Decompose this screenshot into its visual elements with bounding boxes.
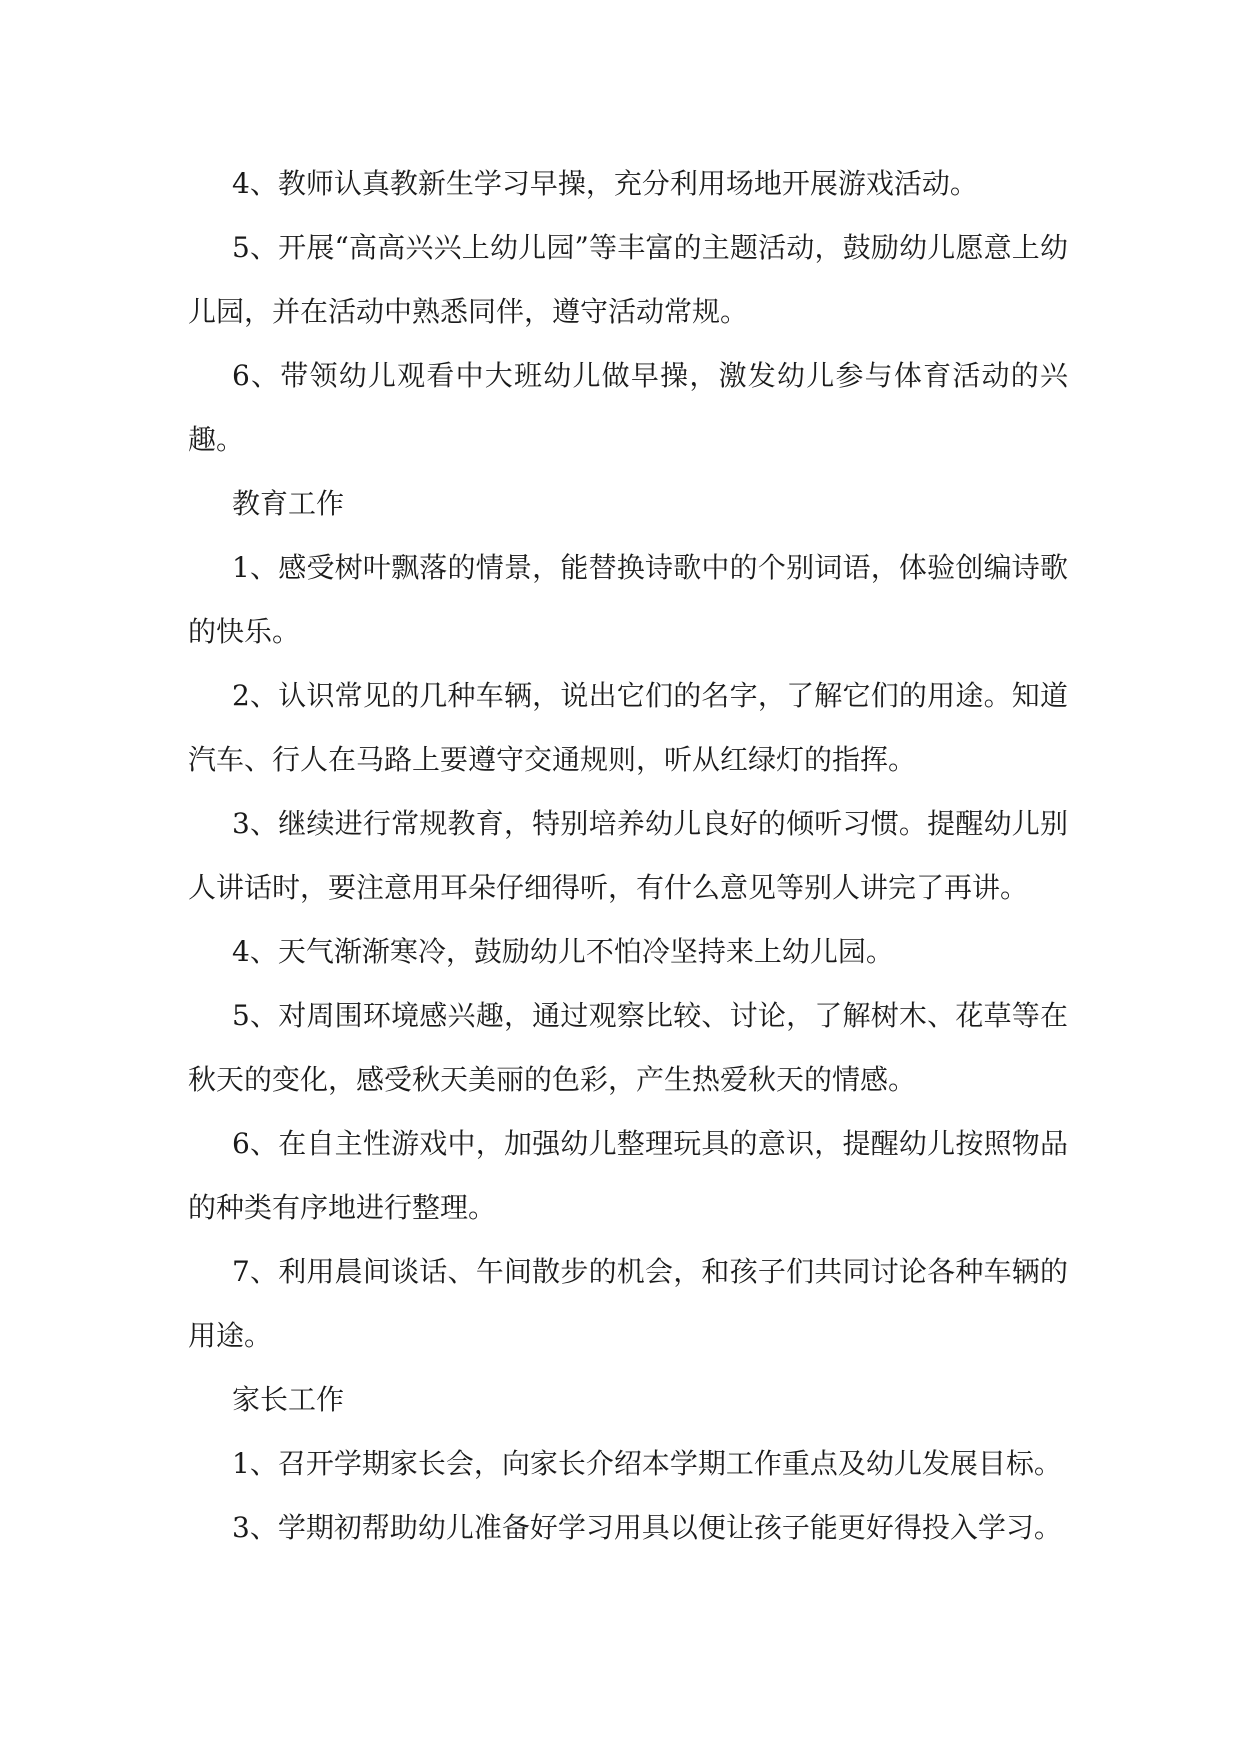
paragraph-item: 1、感受树叶飘落的情景，能替换诗歌中的个别词语，体验创编诗歌的快乐。 <box>188 551 1068 648</box>
paragraph-item: 4、教师认真教新生学习早操，充分利用场地开展游戏活动。 <box>232 167 978 200</box>
paragraph-item: 1、召开学期家长会，向家长介绍本学期工作重点及幼儿发展目标。 <box>232 1447 1062 1480</box>
paragraph-item: 4、天气渐渐寒冷，鼓励幼儿不怕冷坚持来上幼儿园。 <box>232 935 894 968</box>
paragraph-item: 7、利用晨间谈话、午间散步的机会，和孩子们共同讨论各种车辆的用途。 <box>188 1255 1068 1352</box>
paragraph-item: 3、学期初帮助幼儿准备好学习用具以便让孩子能更好得投入学习。 <box>232 1511 1062 1544</box>
paragraph-item: 3、继续进行常规教育，特别培养幼儿良好的倾听习惯。提醒幼儿别人讲话时，要注意用耳朵仔细得听，有什么意见等别人讲完了再讲。 <box>188 807 1068 904</box>
paragraph-item: 2、认识常见的几种车辆，说出它们的名字，了解它们的用途。知道汽车、行人在马路上要遵守交通规则，听从红绿灯的指挥。 <box>188 679 1068 776</box>
document-body <box>188 152 1068 1560</box>
paragraph-item: 6、在自主性游戏中，加强幼儿整理玩具的意识，提醒幼儿按照物品的种类有序地进行整理。 <box>188 1127 1068 1224</box>
paragraph-item: 5、对周围环境感兴趣，通过观察比较、讨论，了解树木、花草等在秋天的变化，感受秋天美丽的色彩，产生热爱秋天的情感。 <box>188 999 1068 1096</box>
paragraph-item: 5、开展“高高兴兴上幼儿园”等丰富的主题活动，鼓励幼儿愿意上幼儿园，并在活动中熟悉同伴，遵守活动常规。 <box>188 231 1068 328</box>
section-heading: 家长工作 <box>232 1383 345 1416</box>
paragraph-item: 6、带领幼儿观看中大班幼儿做早操，激发幼儿参与体育活动的兴趣。 <box>188 359 1068 456</box>
section-heading: 教育工作 <box>232 487 345 520</box>
